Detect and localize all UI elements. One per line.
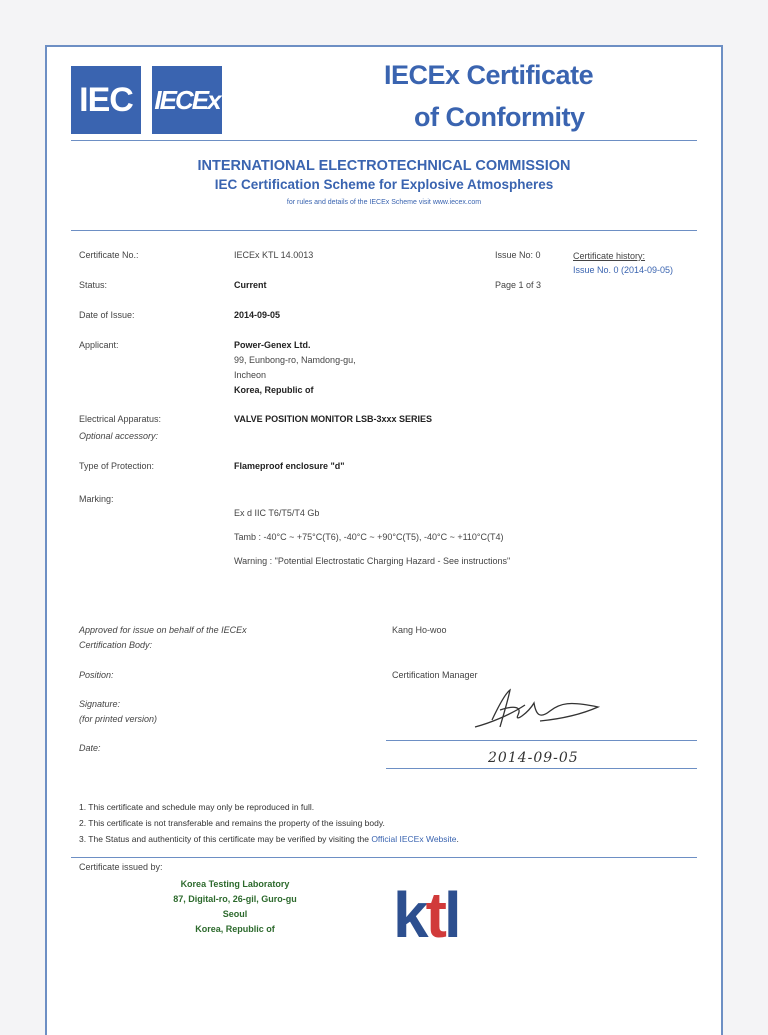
iec-logo: IEC	[71, 66, 141, 134]
issuer-address1: 87, Digital-ro, 26-gil, Guro-gu	[173, 894, 297, 904]
issuer-divider	[71, 857, 697, 858]
marking-line1: Ex d IIC T6/T5/T4 Gb	[234, 508, 320, 518]
signature-image	[470, 685, 610, 735]
marking-line2: Tamb : -40°C ~ +75°C(T6), -40°C ~ +90°C(T5), -40°C ~ +110°C(T4)	[234, 532, 504, 542]
signature-label: Signature:	[79, 699, 121, 709]
applicant-address2: Incheon	[234, 370, 267, 380]
date-label: Date of Issue:	[79, 310, 135, 320]
status-value: Current	[234, 280, 267, 290]
apparatus-value: VALVE POSITION MONITOR LSB-3xxx SERIES	[234, 414, 433, 424]
note-1: 1. This certificate and schedule may only be reproduced in full.	[79, 802, 315, 812]
approved-label2: Certification Body:	[79, 640, 153, 650]
note-2: 2. This certificate is not transferable and remains the property of the issuing body.	[79, 818, 385, 828]
applicant-country: Korea, Republic of	[234, 385, 314, 395]
signature-sublabel: (for printed version)	[79, 714, 158, 724]
protection-label: Type of Protection:	[79, 461, 155, 471]
ktl-logo: ktl	[393, 879, 459, 951]
date-value: 2014-09-05	[234, 310, 281, 320]
note-3: 3. The Status and authenticity of this certificate may be verified by visiting the Official IECEx Website.	[79, 834, 459, 844]
date-sign-label: Date:	[79, 743, 101, 753]
issuer-label: Certificate issued by:	[79, 862, 163, 872]
applicant-label: Applicant:	[79, 340, 119, 350]
handwritten-date: 2014-09-05	[488, 750, 579, 766]
fields-divider	[71, 230, 697, 231]
accessory-label: Optional accessory:	[79, 431, 159, 441]
apparatus-label: Electrical Apparatus:	[79, 414, 162, 424]
approved-label1: Approved for issue on behalf of the IECEx	[79, 625, 247, 635]
issuer-address2: Seoul	[222, 909, 248, 919]
applicant-name: Power-Genex Ltd.	[234, 340, 311, 350]
position-value: Certification Manager	[392, 670, 478, 680]
header-divider	[71, 140, 697, 141]
marking-line3: Warning : "Potential Electrostatic Charging Hazard - See instructions"	[234, 556, 511, 566]
applicant-address1: 99, Eunbong-ro, Namdong-gu,	[234, 355, 356, 365]
org-name: INTERNATIONAL ELECTROTECHNICAL COMMISSION	[197, 158, 571, 174]
scheme-name: IEC Certification Scheme for Explosive Atmospheres	[214, 177, 554, 192]
date-line	[386, 768, 697, 769]
issuer-name: Korea Testing Laboratory	[180, 879, 290, 889]
history-item[interactable]: Issue No. 0 (2014-09-05)	[573, 265, 674, 275]
iecex-logo: IECEx	[152, 66, 222, 134]
title-line2: of Conformity	[414, 102, 585, 132]
page-count: Page 1 of 3	[495, 280, 542, 290]
marking-label: Marking:	[79, 494, 114, 504]
status-label: Status:	[79, 280, 108, 290]
title-line1: IECEx Certificate	[384, 60, 594, 90]
issuer-address3: Korea, Republic of	[195, 924, 275, 934]
cert-no-label: Certificate No.:	[79, 250, 139, 260]
history-title: Certificate history:	[573, 251, 646, 261]
signature-line	[386, 740, 697, 741]
iecex-website-link[interactable]: Official IECEx Website	[371, 834, 457, 844]
rules-note: for rules and details of the IECEx Scheme visit www.iecex.com	[286, 199, 482, 206]
cert-no: IECEx KTL 14.0013	[234, 250, 314, 260]
issue-no: Issue No: 0	[495, 250, 541, 260]
protection-value: Flameproof enclosure "d"	[234, 461, 345, 471]
approver-name: Kang Ho-woo	[392, 625, 447, 635]
position-label: Position:	[79, 670, 114, 680]
